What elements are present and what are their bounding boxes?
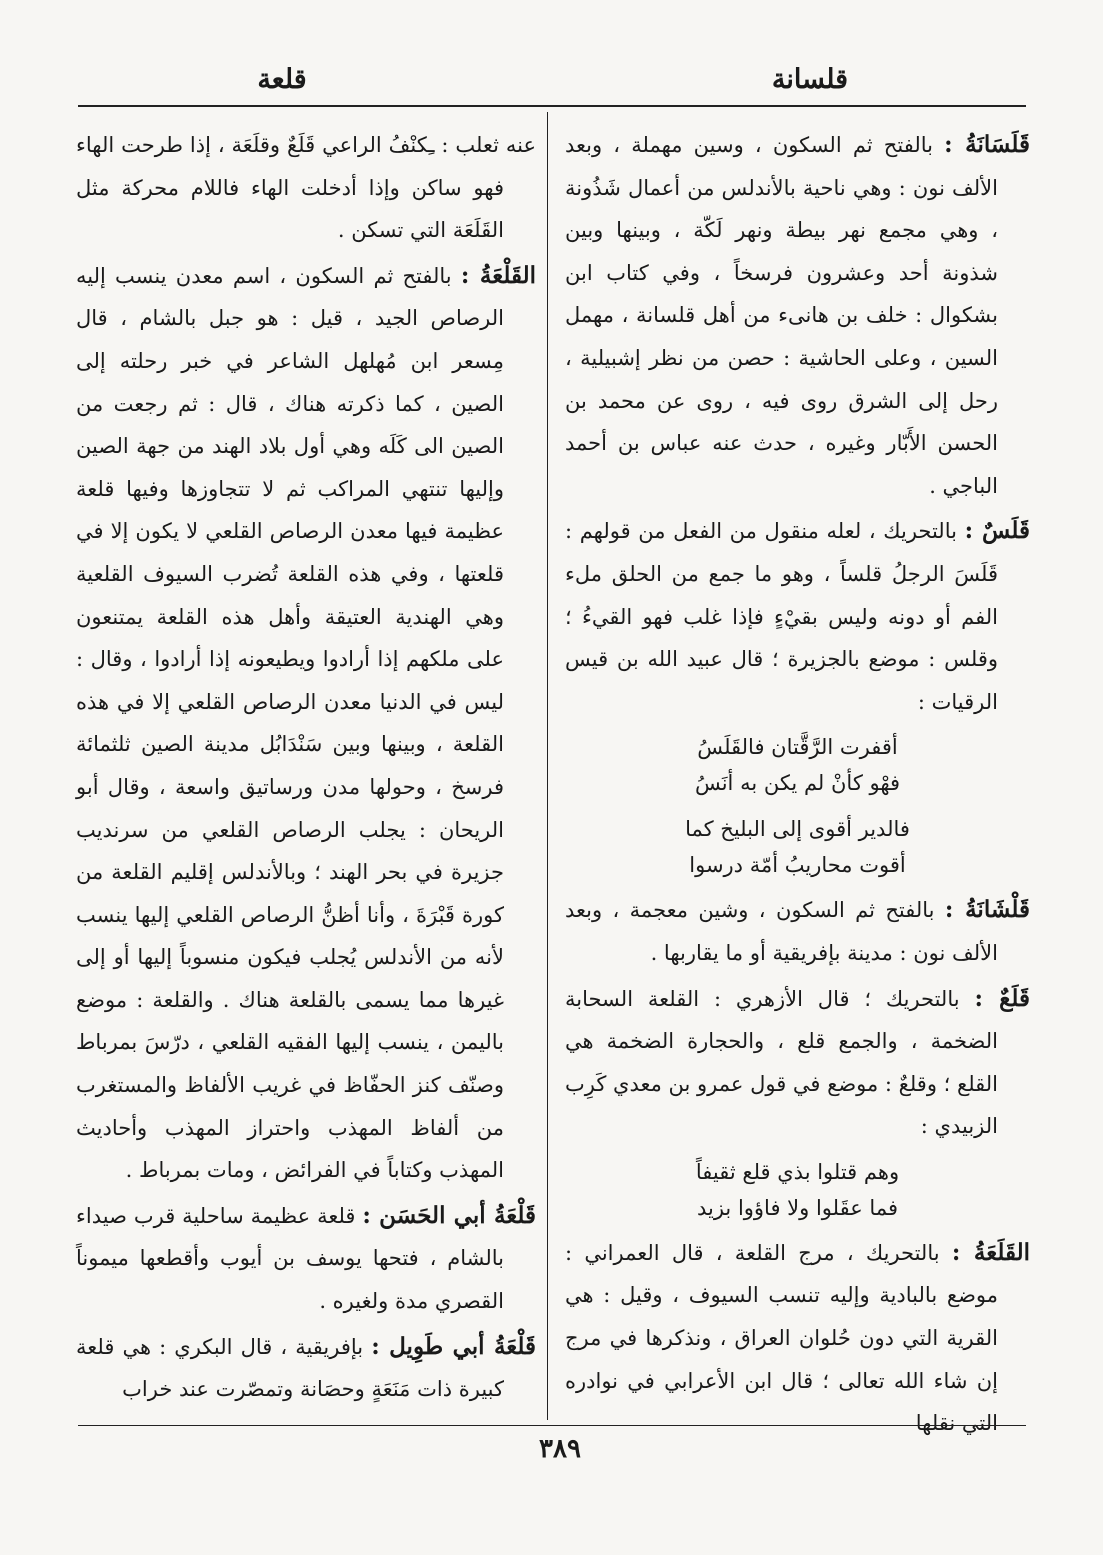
verse-line: أقفرت الرَّقَّتان فالقَلَسُ xyxy=(697,735,898,760)
page-number: ٣٨٩ xyxy=(539,1434,581,1464)
headword: قَلْعَةُ أبي الحَسَن : xyxy=(362,1201,536,1229)
entry-text: بالتحريك ؛ قال الأزهري : القلعة السحابة الضخمة ، والجمع قلع ، والحجارة الضخمة هي القلع ؛ وقلعٌ : موضع في قول عمرو بن معدي كَرِب الزبيدي : xyxy=(564,986,998,1139)
header-rule xyxy=(78,105,1026,107)
headword: القَلَعَةُ : xyxy=(951,1238,1030,1266)
running-header-left: قلعة xyxy=(257,64,307,95)
running-header-right: قلسانة xyxy=(771,64,849,95)
headword: قَلَعٌ : xyxy=(974,984,1030,1012)
verse-line: وهم قتلوا بذي قلع ثقيفاً xyxy=(695,1159,900,1184)
entry-qala xyxy=(565,978,1030,1148)
entry-text: بالفتح ثم السكون ، وشين معجمة ، وبعد الألف نون : مدينة بإفريقية أو ما يقاربها . xyxy=(565,898,998,965)
entry-qalas xyxy=(565,510,1030,723)
entry-text: بالفتح ثم السكون ، وسين مهملة ، وبعد الألف نون : وهي ناحية بالأندلس من أعمال شَذُونة ، وهي مجمع نهر بيطة ونهر لَكّة ، وبينها وبين شذونة أحد وعشرون فرسخاً ، وفي كتاب ابن بشكوال : خلف بن هانىء من أهل قلسانة ، مهمل السين ، وعلى الحاشية : حصن من نظر إشبيلية ، رحل إلى الشرق روى فيه ، روى عن محمد بن الحسن الأَبّار وغيره ، حدث عنه عباس بن أحمد الباجي . xyxy=(565,133,998,498)
entry-text: بإفريقية ، قال البكري : هي قلعة كبيرة ذات مَنَعَةٍ وحصَانة وتمصّرت عند خراب xyxy=(76,1334,504,1402)
entry-qalat-abi-tawil xyxy=(76,1326,536,1411)
entry-text: عنه ثعلب : ـِكنْفُ الراعي قَلَعٌ وقلَعَة ، إذا طرحت الهاء فهو ساكن وإذا أدخلت الهاء فاللام محركة مثل القَلَعَة التي تسكن . xyxy=(76,133,536,243)
entry-text: بالتحريك ، لعله منقول من الفعل من قولهم : قَلَسَ الرجلُ قلساً ، وهو ما جمع من الحلق ملء الفم أو دونه وليس بقيْءٍ فإذا غلب فهو القيءُ ؛ وقلس : موضع بالجزيرة ؛ قال عبيد الله بن قيس الرقيات : xyxy=(565,519,998,714)
entry-qalasana xyxy=(565,124,1030,507)
column-divider xyxy=(547,112,548,1420)
entry-al-qalaa xyxy=(565,1232,1030,1445)
headword: قَلْعَةُ أبي طَوِيل : xyxy=(371,1332,536,1360)
poem-verse xyxy=(565,729,1030,801)
entry-qalshana xyxy=(565,889,1030,974)
footer-rule xyxy=(78,1425,1026,1426)
left-column xyxy=(76,124,536,1414)
entry-text: بالتحريك ، مرج القلعة ، قال العمراني : موضع بالبادية وإليه تنسب السيوف ، وقيل : هي القرية التي دون حُلوان العراق ، ونذكرها في مرج إن شاء الله تعالى ؛ قال ابن الأعرابي في نوادره التي نقلها xyxy=(565,1240,998,1436)
entry-al-qala xyxy=(76,255,536,1192)
headword: القَلْعَةُ : xyxy=(460,261,536,289)
verse-line: فهْو كأنْ لم يكن به أنَسُ xyxy=(694,771,901,796)
entry-continuation xyxy=(76,124,536,252)
entry-text: قلعة عظيمة ساحلية قرب صيداء بالشام ، فتحها يوسف بن أيوب وأقطعها ميموناً القصري مدة ولغيره . xyxy=(76,1203,504,1314)
poem-verse xyxy=(565,811,1030,883)
verse-line: أقوت محاريبُ أمّة درسوا xyxy=(689,853,906,878)
headword: قَلَسَانَةُ : xyxy=(944,131,1030,158)
headword: قَلْشَانَةُ : xyxy=(944,896,1030,924)
verse-line: فالدير أقوى إلى البليخ كما xyxy=(685,817,910,842)
entry-text: بالفتح ثم السكون ، اسم معدن ينسب إليه الرصاص الجيد ، قيل : هو جبل بالشام ، قال مِسعر ابن مُهلهل الشاعر في خبر رحلته إلى الصين ، كما ذكرته هناك ، قال : ثم رجعت من الصين الى كَلَه وهي أول بلاد الهند من جهة الصين وإليها تنتهي المراكب ثم لا تتجاوزها وفيها قلعة عظيمة فيها معدن الرصاص القلعي لا يكون إلا في قلعتها ، وفي هذه القلعة تُضرب السيوف القلعية وهي الهندية العتيقة وأهل هذه القلعة يمتنعون على ملكهم إذا أرادوا ويطيعونه إذا أرادوا ، وقال : ليس في الدنيا معدن الرصاص القلعي إلا في هذه القلعة ، وبينها وبين سَنْدَابُل مدينة الصين ثلثمائة فرسخ ، وحولها مدن ورساتيق واسعة ، وقال أبو الريحان : يجلب الرصاص القلعي من سرنديب جزيرة في بحر الهند ؛ وبالأندلس إقليم القلعة من كورة قَبْرَةَ ، وأنا أظنُّ الرصاص القلعي إليها ينسب لأنه من الأندلس يُجلب فيكون منسوباً إليها أو إلى غيرها مما يسمى بالقلعة هناك . والقلعة : موضع باليمن ، ينسب إليها الفقيه القلعي ، درّسَ بمرباط وصنّف كنز الحفّاظ في غريب الألفاظ والمستغرب من ألفاظ المهذب واحتراز المهذب وأحاديث المهذب وكتاباً في الفرائض ، ومات بمرباط . xyxy=(76,263,504,1183)
right-column xyxy=(564,124,1030,1436)
verse-line: فما عقَلوا ولا فاؤوا بزيد xyxy=(696,1195,899,1220)
headword: قَلَسٌ : xyxy=(964,517,1030,545)
poem-verse xyxy=(565,1154,1030,1226)
entry-qalat-abi-al-hasan xyxy=(76,1195,536,1323)
